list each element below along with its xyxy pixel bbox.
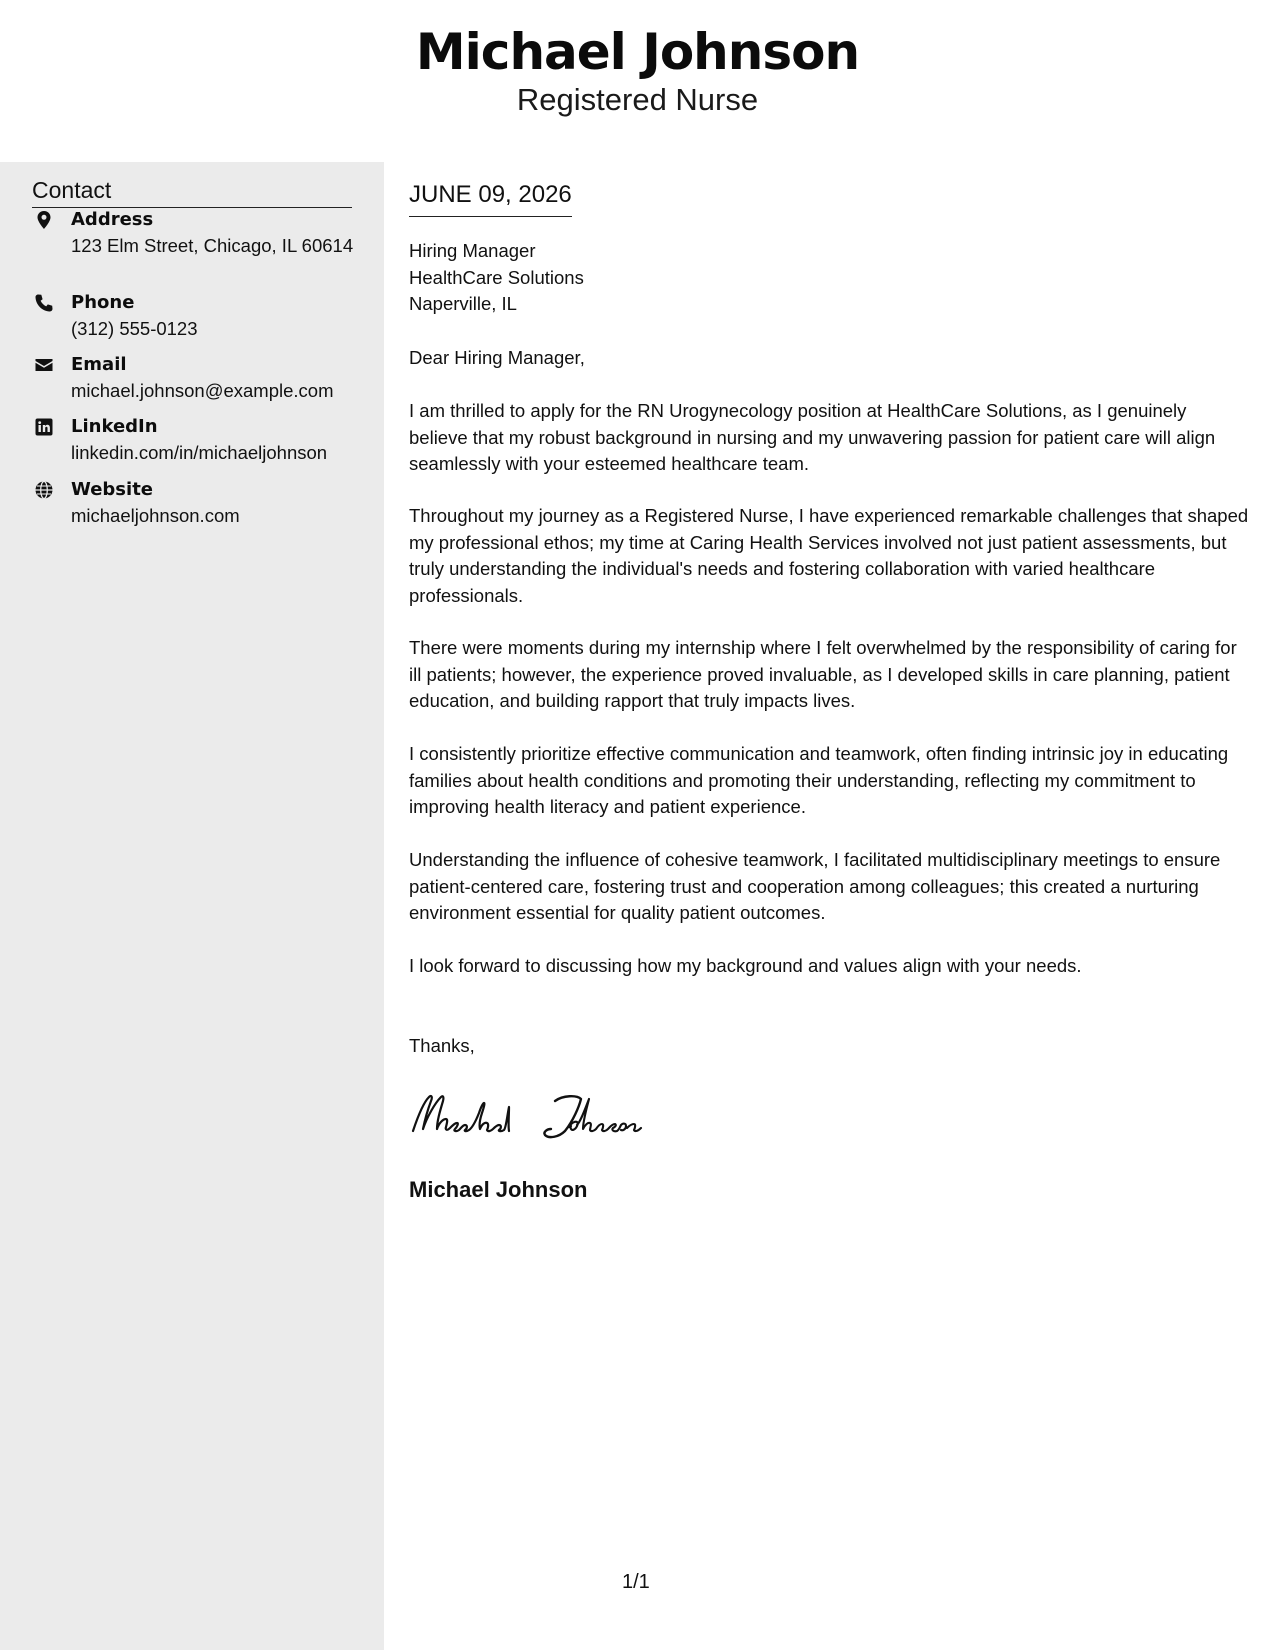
paragraph: I consistently prioritize effective communication and teamwork, often finding intrinsic joy in educating families about health conditions and promoting their understanding, reflecting my commitment to improving health literacy and patient experience. <box>409 743 1229 817</box>
recipient-line: Hiring Manager <box>409 240 536 261</box>
phone-icon <box>34 293 54 313</box>
recipient-line: Naperville, IL <box>409 293 517 314</box>
contact-value: michaeljohnson.com <box>71 505 240 526</box>
paragraph: Understanding the influence of cohesive teamwork, I facilitated multidisciplinary meetings to ensure patient-centered care, fostering trust and cooperation among colleagues; this created a nurturing environment essential for quality patient outcomes. <box>409 849 1221 923</box>
paragraph: I look forward to discussing how my background and values align with your needs. <box>409 955 1082 976</box>
contact-heading: Contact <box>32 176 352 208</box>
applicant-role: Registered Nurse <box>516 82 759 117</box>
paragraph: Throughout my journey as a Registered Nurse, I have experienced remarkable challenges that shaped my professional ethos; my time at Caring Health Services involved not just patient assessments, but truly understanding the individual's needs and fostering collaboration with varied healthcare professionals. <box>409 505 1249 606</box>
map-pin-icon <box>34 210 54 230</box>
contact-label: Website <box>71 479 154 500</box>
linkedin-icon <box>34 417 54 437</box>
contact-label: Address <box>71 209 154 230</box>
signer-name: Michael Johnson <box>409 1177 588 1202</box>
contact-value: 123 Elm Street, Chicago, IL 60614 <box>71 235 354 256</box>
letter-header <box>0 0 1275 162</box>
recipient-line: HealthCare Solutions <box>409 266 584 288</box>
contact-label: Phone <box>71 292 135 313</box>
paragraph: I am thrilled to apply for the RN Urogynecology position at HealthCare Solutions, as I genuinely believe that my robust background in nursing and my unwavering passion for patient care will align seamlessly with your esteemed healthcare team. <box>409 400 1216 474</box>
closing: Thanks, <box>409 1035 475 1056</box>
recipient-block <box>409 238 584 318</box>
contact-value: michael.johnson@example.com <box>71 380 334 401</box>
contact-value: (312) 555-0123 <box>71 318 198 339</box>
page-number: 1/1 <box>622 1571 650 1593</box>
paragraph: There were moments during my internship where I felt overwhelmed by the responsibility of caring for ill patients; however, the experience proved invaluable, as I developed skills in care planning, patient education, and building rapport that truly impacts lives. <box>409 637 1237 711</box>
globe-icon <box>34 480 54 500</box>
contact-sidebar <box>0 162 384 1650</box>
envelope-icon <box>34 355 54 375</box>
signature-image <box>409 1087 671 1147</box>
contact-value: linkedin.com/in/michaeljohnson <box>71 442 328 463</box>
salutation: Dear Hiring Manager, <box>409 347 585 368</box>
letter-date: JUNE 09, 2026 <box>409 180 572 217</box>
contact-label: Email <box>71 354 127 375</box>
applicant-name: Michael Johnson <box>415 23 860 81</box>
contact-label: LinkedIn <box>71 416 158 437</box>
